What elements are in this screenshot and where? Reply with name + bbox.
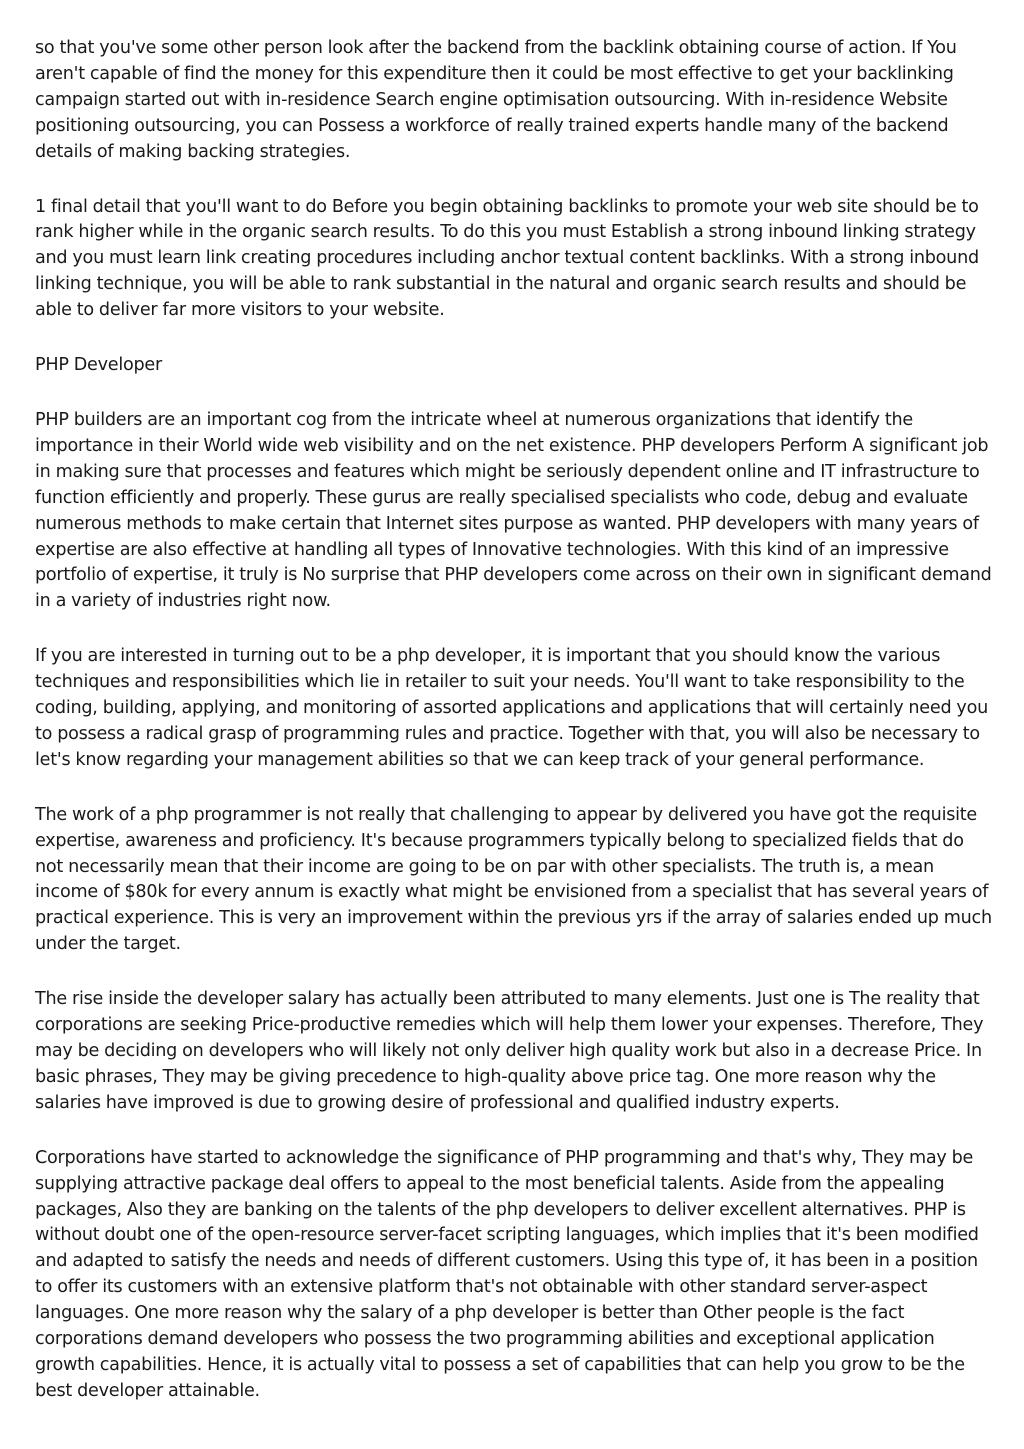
body-paragraph-2: If you are interested in turning out to be a php developer, it is important that you should know the various techniques and responsibilities which lie in retailer to suit your needs. You'll want to take responsibility to the coding, building, applying, and monitoring of assorted applications and applications that will certainly need you to possess a radical grasp of programming rules and practice. Together with that, you will also be necessary to let's know regarding your management abilities so that we can keep track of your general performance. <box>35 646 988 770</box>
document-page <box>35 36 995 1434</box>
body-paragraph-3: The work of a php programmer is not really that challenging to appear by delivered you have got the requisite expertise, awareness and proficiency. It's because programmers typically belong to specialized fields that do not necessarily mean that their income are going to be on par with other specialists. The truth is, a mean income of $80k for every annum is exactly what might be envisioned from a specialist that has several years of practical experience. This is very an improvement within the previous yrs if the array of salaries ended up much under the target. <box>35 804 992 955</box>
body-paragraph-4: The rise inside the developer salary has actually been attributed to many elements. Just one is The reality that corporations are seeking Price-productive remedies which will help them lower your expenses. Therefore, They may be deciding on developers who will likely not only deliver high quality work but also in a decrease Price. In basic phrases, They may be giving precedence to high-quality above price tag. One more reason why the salaries have improved is due to growing desire of professional and qualified industry experts. <box>35 989 984 1113</box>
section-heading: PHP Developer <box>35 355 162 376</box>
body-paragraph-1: PHP builders are an important cog from the intricate wheel at numerous organizations that identify the importance in their World wide web visibility and on the net existence. PHP developers Perform A significant job in making sure that processes and features which might be seriously dependent online and IT infrastructure to function efficiently and properly. These gurus are really specialised specialists who code, debug and evaluate numerous methods to make certain that Internet sites purpose as wanted. PHP developers with many years of expertise are also effective at handling all types of Innovative technologies. With this kind of an impressive portfolio of expertise, it truly is No surprise that PHP developers come across on their own in significant demand in a variety of industries right now. <box>35 409 992 612</box>
body-paragraph-5: Corporations have started to acknowledge the significance of PHP programming and that's why, They may be supplying attractive package deal offers to appeal to the most beneficial talents. Aside from the appealing packages, Also they are banking on the talents of the php developers to deliver excellent alternatives. PHP is without doubt one of the open-resource server-facet scripting languages, which implies that it's been modified and adapted to satisfy the needs and needs of different customers. Using this type of, it has been in a position to offer its customers with an extensive platform that's not obtainable with other standard server-aspect languages. One more reason why the salary of a php developer is better than Other people is the fact corporations demand developers who possess the two programming abilities and exceptional application growth capabilities. Hence, it is actually vital to possess a set of capabilities that can help you grow to be the best developer attainable. <box>35 1147 979 1401</box>
intro-paragraph-1: so that you've some other person look after the backend from the backlink obtaining course of action. If You aren't capable of find the money for this expenditure then it could be most effective to get your backlinking campaign started out with in-residence Search engine optimisation outsourcing. With in-residence Website positioning outsourcing, you can Possess a workforce of really trained experts handle many of the backend details of making backing strategies. <box>35 38 957 162</box>
intro-paragraph-2: 1 final detail that you'll want to do Before you begin obtaining backlinks to promote your web site should be to rank higher while in the organic search results. To do this you must Establish a strong inbound linking strategy and you must learn link creating procedures including anchor textual content backlinks. With a strong inbound linking technique, you will be able to rank substantial in the natural and organic search results and should be able to deliver far more visitors to your website. <box>35 196 979 321</box>
